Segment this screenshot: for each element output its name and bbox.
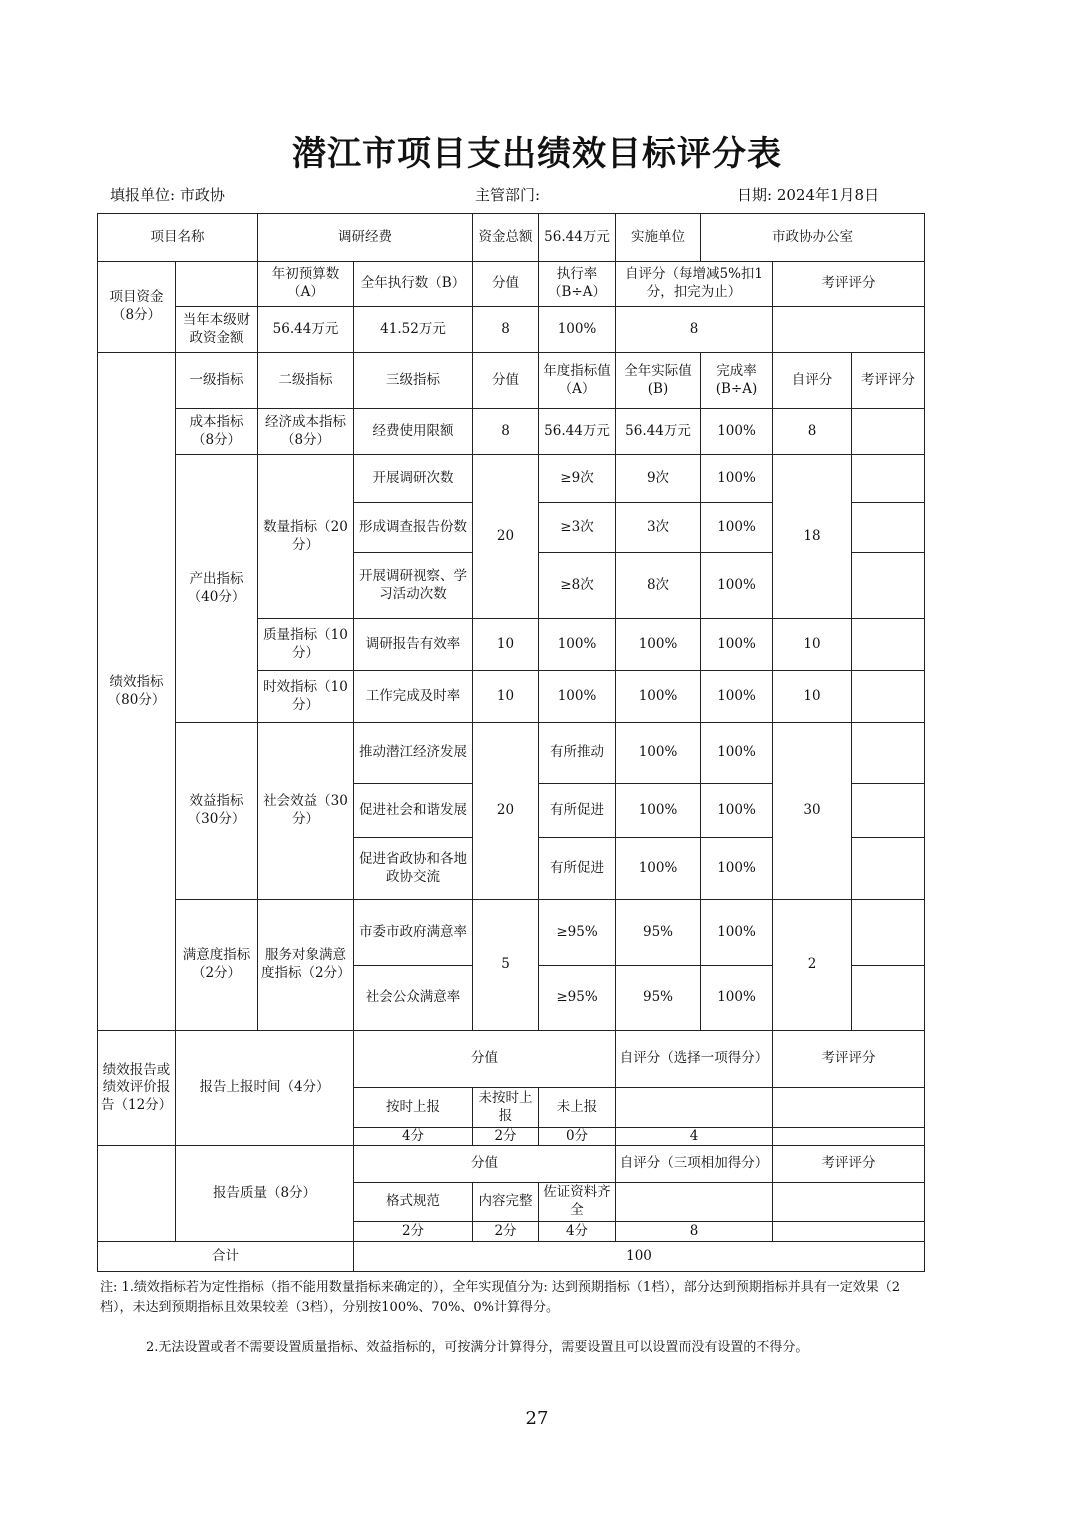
benefit-actual: 100%	[615, 783, 701, 838]
perf-header-score: 分值	[472, 352, 539, 409]
satisfaction-actual: 95%	[615, 899, 701, 966]
report-quality-points: 2分	[353, 1221, 473, 1242]
report-time-points: 2分	[472, 1127, 539, 1146]
report-label: 绩效报告或绩效评价报告（12分）	[97, 1030, 176, 1146]
benefit-score: 20	[472, 722, 539, 900]
quantity-target: ≥3次	[538, 502, 616, 553]
timeliness-actual: 100%	[615, 670, 701, 723]
report-time-option: 按时上报	[353, 1087, 473, 1128]
report-quality-points: 2分	[472, 1221, 539, 1242]
cost-rate: 100%	[700, 408, 773, 455]
quality-target: 100%	[538, 618, 616, 671]
quality-self: 10	[772, 618, 852, 671]
satisfaction-target: ≥95%	[538, 965, 616, 1031]
quality-l2: 质量指标（10分）	[257, 618, 354, 671]
quantity-review	[851, 502, 925, 553]
benefit-rate: 100%	[700, 837, 773, 900]
report-quality-points: 4分	[538, 1221, 616, 1242]
satisfaction-l1: 满意度指标（2分）	[175, 899, 258, 1031]
funds-self: 8	[615, 306, 773, 353]
report-quality-review	[772, 1221, 925, 1242]
satisfaction-l2: 服务对象满意度指标（2分）	[257, 899, 354, 1031]
timeliness-rate: 100%	[700, 670, 773, 723]
satisfaction-l3: 市委市政府满意率	[353, 899, 473, 966]
benefit-actual: 100%	[615, 722, 701, 784]
quantity-score: 20	[472, 454, 539, 619]
funds-review	[772, 306, 925, 353]
report-quality-blank	[97, 1145, 176, 1242]
cost-l1: 成本指标（8分）	[175, 408, 258, 455]
quantity-actual: 8次	[615, 552, 701, 619]
quality-review	[851, 618, 925, 671]
satisfaction-l3: 社会公众满意率	[353, 965, 473, 1031]
benefit-l1: 效益指标（30分）	[175, 722, 258, 900]
benefit-l3: 推动潜江经济发展	[353, 722, 473, 784]
satisfaction-target: ≥95%	[538, 899, 616, 966]
supervising-dept: 主管部门:	[475, 186, 541, 204]
perf-header-l2: 二级指标	[257, 352, 354, 409]
benefit-l3: 促进社会和谐发展	[353, 783, 473, 838]
report-quality-self: 8	[615, 1221, 773, 1242]
benefit-target: 有所促进	[538, 837, 616, 900]
quantity-target: ≥8次	[538, 552, 616, 619]
total-label: 合计	[97, 1241, 354, 1272]
timeliness-target: 100%	[538, 670, 616, 723]
report-time-option: 未上报	[538, 1087, 616, 1128]
timeliness-l3: 工作完成及时率	[353, 670, 473, 723]
benefit-review	[851, 783, 925, 838]
quantity-l3: 开展调研次数	[353, 454, 473, 503]
report-time-points: 4分	[353, 1127, 473, 1146]
report-quality-label: 报告质量（8分）	[175, 1145, 354, 1242]
perf-header-l3: 三级指标	[353, 352, 473, 409]
satisfaction-review	[851, 965, 925, 1031]
quantity-self: 18	[772, 454, 852, 619]
timeliness-score: 10	[472, 670, 539, 723]
cost-self: 8	[772, 408, 852, 455]
perf-header-review: 考评评分	[851, 352, 925, 409]
project-name-value: 调研经费	[257, 213, 473, 262]
col-score: 分值	[472, 261, 539, 307]
report-quality-option: 佐证资料齐全	[538, 1182, 616, 1222]
col-budget: 年初预算数（A）	[257, 261, 354, 307]
benefit-self: 30	[772, 722, 852, 900]
satisfaction-rate: 100%	[700, 965, 773, 1031]
perf-header-target: 年度指标值（A）	[538, 352, 616, 409]
report-date: 日期: 2024年1月8日	[737, 186, 880, 204]
report-time-self-blank	[615, 1087, 773, 1128]
quality-actual: 100%	[615, 618, 701, 671]
col-review: 考评评分	[772, 261, 925, 307]
report-quality-self-label: 自评分（三项相加得分）	[615, 1145, 773, 1183]
report-quality-self-blank	[615, 1182, 773, 1222]
report-time-option: 未按时上报	[472, 1087, 539, 1128]
funds-row-label: 当年本级财政资金额	[175, 306, 258, 353]
impl-unit-label: 实施单位	[615, 213, 701, 262]
quantity-l3: 形成调查报告份数	[353, 502, 473, 553]
benefit-review	[851, 837, 925, 900]
satisfaction-rate: 100%	[700, 899, 773, 966]
perf-header-l1: 一级指标	[175, 352, 258, 409]
perf-header-rate: 完成率(B÷A)	[700, 352, 773, 409]
satisfaction-review	[851, 899, 925, 966]
report-time-review-blank	[772, 1087, 925, 1128]
quantity-rate: 100%	[700, 454, 773, 503]
total-value: 100	[353, 1241, 925, 1272]
satisfaction-self: 2	[772, 899, 852, 1031]
quantity-l2: 数量指标（20分）	[257, 454, 354, 619]
report-quality-review-label: 考评评分	[772, 1145, 925, 1183]
quality-score: 10	[472, 618, 539, 671]
report-quality-review-blank	[772, 1182, 925, 1222]
quantity-target: ≥9次	[538, 454, 616, 503]
quantity-review	[851, 552, 925, 619]
cost-l3: 经费使用限额	[353, 408, 473, 455]
funds-rate: 100%	[538, 306, 616, 353]
fund-total-value: 56.44万元	[538, 213, 616, 262]
note-1: 注: 1.绩效指标若为定性指标（指不能用数量指标来确定的），全年实现值分为: 达到预期指标（1档），部分达到预期指标并具有一定效果（2档），未达到预期指标且效果较差（3档），分别按100%、70%、0%计算得分。	[100, 1280, 900, 1315]
cost-review	[851, 408, 925, 455]
funds-exec: 41.52万元	[353, 306, 473, 353]
quantity-actual: 3次	[615, 502, 701, 553]
fund-total-label: 资金总额	[472, 213, 539, 262]
output-l1: 产出指标（40分）	[175, 454, 258, 723]
quantity-actual: 9次	[615, 454, 701, 503]
benefit-target: 有所促进	[538, 783, 616, 838]
perf-header-self: 自评分	[772, 352, 852, 409]
report-time-score-label: 分值	[353, 1030, 616, 1088]
cost-l2: 经济成本指标（8分）	[257, 408, 354, 455]
quality-l3: 调研报告有效率	[353, 618, 473, 671]
report-quality-option: 内容完整	[472, 1182, 539, 1222]
page-number: 27	[525, 1408, 549, 1429]
satisfaction-actual: 95%	[615, 965, 701, 1031]
report-time-self: 4	[615, 1127, 773, 1146]
timeliness-l2: 时效指标（10分）	[257, 670, 354, 723]
fill-unit: 填报单位: 市政协	[110, 186, 225, 204]
funds-blank	[175, 261, 258, 307]
col-exec: 全年执行数（B）	[353, 261, 473, 307]
report-quality-option: 格式规范	[353, 1182, 473, 1222]
benefit-l3: 促进省政协和各地政协交流	[353, 837, 473, 900]
report-time-self-label: 自评分（选择一项得分）	[615, 1030, 773, 1088]
report-time-label: 报告上报时间（4分）	[175, 1030, 354, 1146]
impl-unit-value: 市政协办公室	[700, 213, 925, 262]
report-time-points: 0分	[538, 1127, 616, 1146]
quantity-rate: 100%	[700, 552, 773, 619]
report-quality-score-label: 分值	[353, 1145, 616, 1183]
quantity-rate: 100%	[700, 502, 773, 553]
benefit-target: 有所推动	[538, 722, 616, 784]
col-rate: 执行率（B÷A）	[538, 261, 616, 307]
cost-score: 8	[472, 408, 539, 455]
quantity-review	[851, 454, 925, 503]
timeliness-self: 10	[772, 670, 852, 723]
benefit-actual: 100%	[615, 837, 701, 900]
col-self: 自评分（每增减5%扣1分，扣完为止）	[615, 261, 773, 307]
benefit-l2: 社会效益（30分）	[257, 722, 354, 900]
funds-budget: 56.44万元	[257, 306, 354, 353]
benefit-review	[851, 722, 925, 784]
timeliness-review	[851, 670, 925, 723]
perf-label: 绩效指标（80分）	[97, 352, 176, 1031]
note-2: 2.无法设置或者不需要设置质量指标、效益指标的，可按满分计算得分，需要设置且可以设置而没有设置的不得分。	[146, 1340, 809, 1355]
report-time-review	[772, 1127, 925, 1146]
project-name-label: 项目名称	[97, 213, 258, 262]
quality-rate: 100%	[700, 618, 773, 671]
page-title: 潜江市项目支出绩效目标评分表	[292, 134, 782, 174]
cost-target: 56.44万元	[538, 408, 616, 455]
benefit-rate: 100%	[700, 722, 773, 784]
funds-label: 项目资金（8分）	[97, 261, 176, 353]
benefit-rate: 100%	[700, 783, 773, 838]
satisfaction-score: 5	[472, 899, 539, 1031]
perf-header-actual: 全年实际值(B)	[615, 352, 701, 409]
cost-actual: 56.44万元	[615, 408, 701, 455]
quantity-l3: 开展调研视察、学习活动次数	[353, 552, 473, 619]
funds-score: 8	[472, 306, 539, 353]
report-time-review-label: 考评评分	[772, 1030, 925, 1088]
